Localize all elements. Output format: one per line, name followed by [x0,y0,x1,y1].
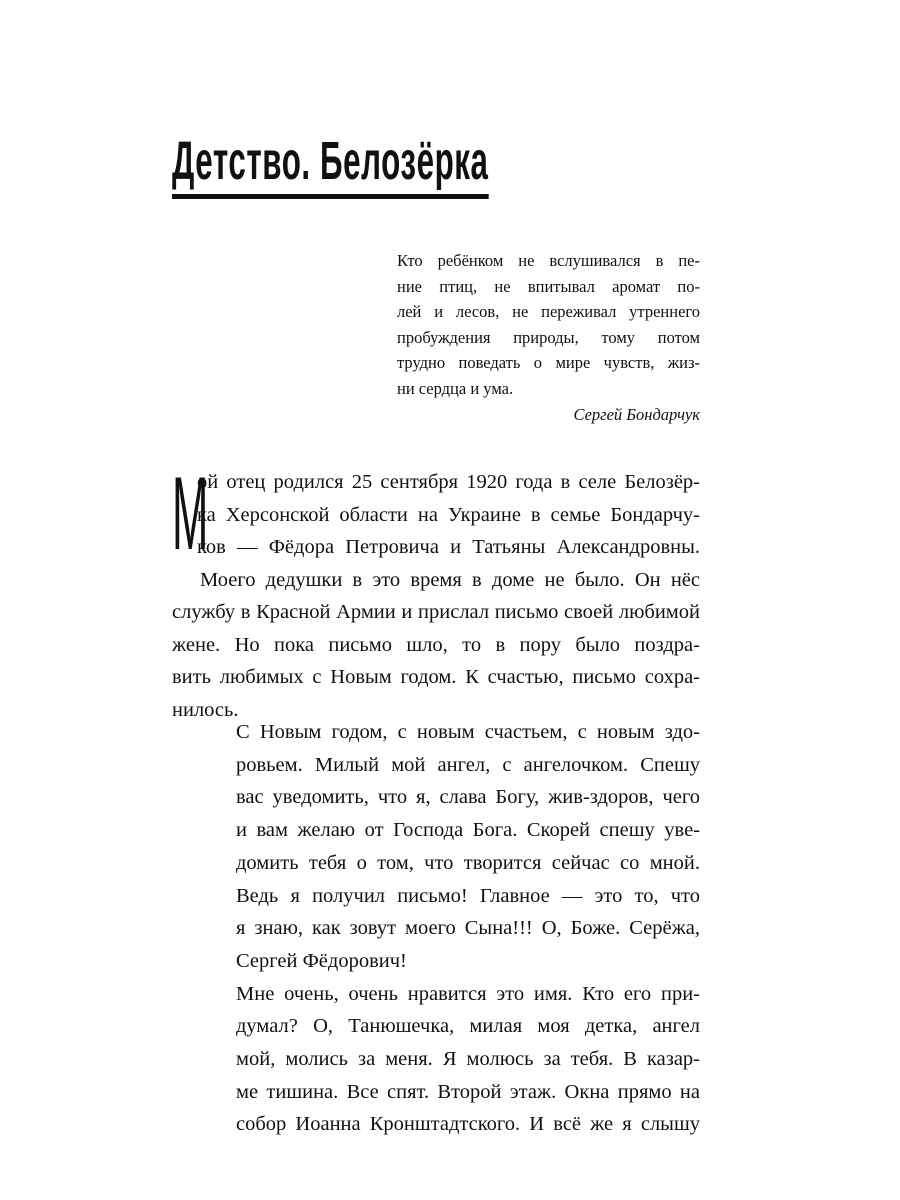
letter-line: С Новым годом, с новым счастьем, с новым здо- [236,721,700,743]
letter-line: и вам желаю от Господа Бога. Скорей спешу уве- [236,819,700,842]
letter-line: думал? О, Танюшечка, милая моя детка, ангел [236,1015,700,1038]
paragraph-line: Моего дедушки в это время в доме не было. Он нёс [200,568,700,591]
paragraph-line: жене. Но пока письмо шло, то в пору было поздра- [172,633,700,656]
epigraph-line: лей и лесов, не переживал утреннего [397,302,700,321]
paragraph-line: нилось. [172,698,239,721]
letter-line: ме тишина. Все спят. Второй этаж. Окна прямо на [236,1080,700,1103]
paragraph-line: ой отец родился 25 сентября 1920 года в селе Белозёр- [197,471,700,493]
paragraph-line: вить любимых с Новым годом. К счастью, письмо сохра- [172,666,700,688]
epigraph-author: Сергей Бондарчук [573,405,700,424]
epigraph [397,248,700,428]
drop-cap: М [172,456,209,572]
body-text [172,456,700,726]
letter-line: Мне очень, очень нравится это имя. Кто его при- [236,982,700,1005]
letter-line: мой, молись за меня. Я молюсь за тебя. В казар- [236,1048,700,1071]
letter-line: вас уведомить, что я, слава Богу, жив-здоров, чего [236,786,700,809]
letter-line: я знаю, как зовут моего Сына!!! О, Боже. Серёжа, [236,917,700,940]
letter-line: домить тебя о том, что творится сейчас со мной. [236,851,700,874]
letter-quote [236,716,700,1141]
epigraph-line: пробуждения природы, тому потом [397,327,700,347]
letter-line: Ведь я получил письмо! Главное — это то, что [236,884,700,907]
letter-line: Сергей Фёдорович! [236,949,407,972]
paragraph-line: ков — Фёдора Петровича и Татьяны Александровны. [197,536,700,558]
epigraph-line: трудно поведать о мире чувств, жиз- [397,353,700,372]
letter-line: собор Иоанна Кронштадтского. И всё же я слышу [236,1113,700,1136]
paragraph-line: службу в Красной Армии и прислал письмо своей любимой [172,601,700,623]
second-paragraph [172,564,700,727]
paragraph-line: ка Херсонской области на Украине в семье Бондарчу- [197,503,700,526]
epigraph-line: ние птиц, не впитывал аромат по- [397,276,700,296]
epigraph-line: Кто ребёнком не вслушивался в пе- [397,251,700,270]
first-paragraph [172,456,700,572]
chapter-title: Детство. Белозёрка [172,128,489,199]
epigraph-line: ни сердца и ума. [397,378,514,398]
letter-line: ровьем. Милый мой ангел, с ангелочком. Спешу [236,753,700,776]
